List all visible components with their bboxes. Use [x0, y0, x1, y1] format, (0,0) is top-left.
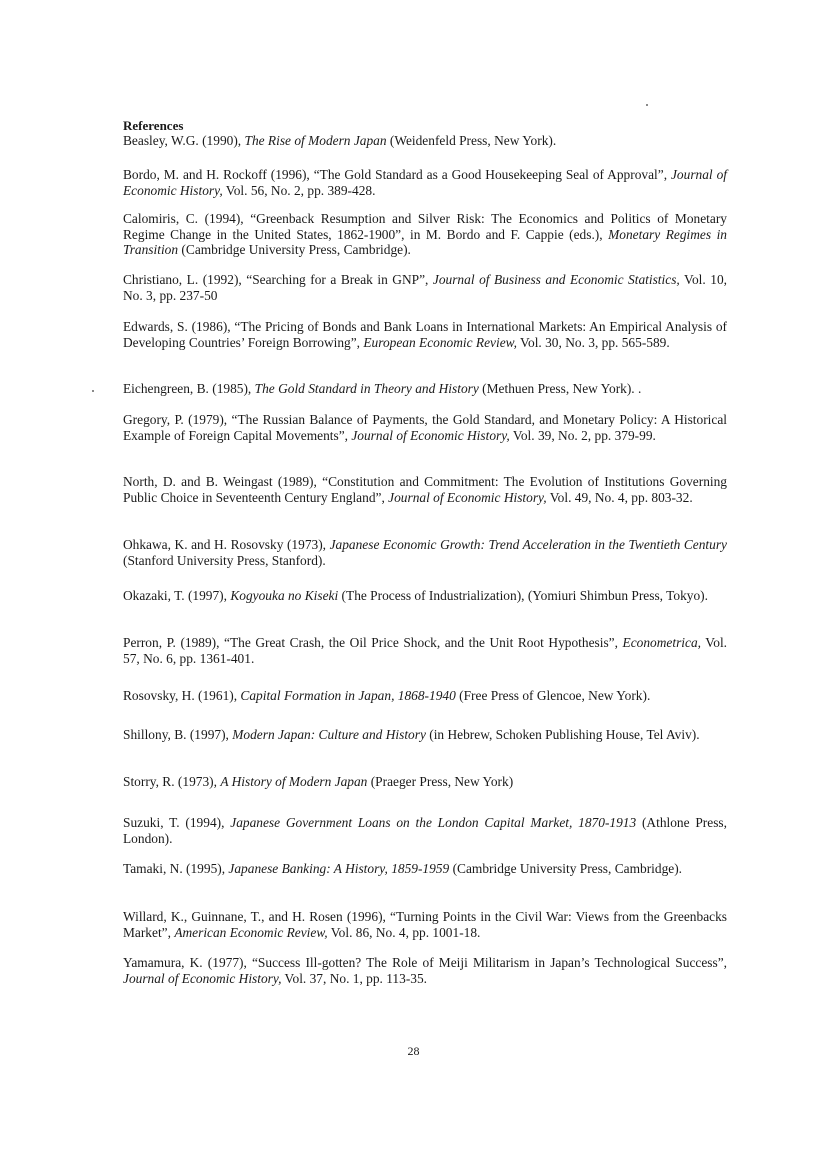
page-number: 28 — [407, 1044, 420, 1058]
reference-details: (in Hebrew, Schoken Publishing House, Tel Aviv). — [425, 727, 700, 742]
reference-text: Shillony, B. (1997), — [123, 727, 233, 742]
reference-text: Suzuki, T. (1994), — [123, 815, 231, 830]
reference-title: Monetary Regimes in Transition — [123, 226, 727, 257]
reference-text: Okazaki, T. (1997), — [123, 588, 231, 603]
reference-text: Rosovsky, H. (1961), — [123, 688, 241, 703]
reference-entry — [123, 211, 727, 258]
reference-entry — [123, 412, 727, 443]
reference-text: Yamamura, K. (1977), “Success Ill-gotten? The Role of Meiji Militarism in Japan’s Technological Success”, — [123, 955, 727, 970]
reference-details: Vol. 10, No. 3, pp. 237-50 — [123, 272, 728, 303]
reference-title: Japanese Government Loans on the London Capital Market, 1870-1913 — [230, 815, 637, 830]
reference-text: Ohkawa, K. and H. Rosovsky (1973), — [123, 537, 330, 552]
reference-details: (Free Press of Glencoe, New York). — [455, 688, 651, 703]
reference-text: North, D. and B. Weingast (1989), “Constitution and Commitment: The Evolution of Institutions Governing Public Choice in Seventeenth Century England”, — [123, 474, 727, 505]
reference-title: Journal of Business and Economic Statistics, — [432, 272, 680, 287]
reference-title: European Economic Review, — [363, 334, 517, 350]
reference-details: (Methuen Press, New York). . — [478, 381, 642, 396]
reference-details: (Weidenfeld Press, New York). — [386, 133, 557, 148]
reference-text: Christiano, L. (1992), “Searching for a Break in GNP”, — [123, 272, 433, 287]
reference-entry — [123, 319, 727, 350]
reference-entry — [123, 167, 727, 198]
reference-entry — [123, 635, 727, 666]
reference-details: (Cambridge University Press, Cambridge). — [178, 242, 411, 257]
reference-details: Vol. 30, No. 3, pp. 565-589. — [516, 334, 670, 350]
reference-title: Kogyouka no Kiseki — [230, 588, 339, 603]
reference-text: Tamaki, N. (1995), — [123, 861, 229, 876]
reference-details: (Athlone Press, London). — [123, 815, 727, 846]
reference-entry — [123, 861, 727, 877]
reference-text: Bordo, M. and H. Rockoff (1996), “The Gold Standard as a Good Housekeeping Seal of Approval”, — [123, 167, 671, 182]
reference-title: American Economic Review, — [174, 924, 328, 940]
reference-text: Eichengreen, B. (1985), — [123, 381, 255, 396]
reference-details: (Stanford University Press, Stanford). — [123, 552, 326, 568]
reference-title: Capital Formation in Japan, 1868-1940 — [240, 688, 456, 703]
reference-entry — [123, 955, 727, 986]
reference-text: Perron, P. (1989), “The Great Crash, the Oil Price Shock, and the Unit Root Hypothesis”, — [123, 635, 623, 650]
reference-entry — [123, 133, 727, 149]
reference-text: Willard, K., Guinnane, T., and H. Rosen (1996), “Turning Points in the Civil War: Views from the Greenbacks Market”, — [123, 909, 727, 940]
reference-text: Gregory, P. (1979), “The Russian Balance of Payments, the Gold Standard, and Monetary Policy: A Historical Example of Foreign Capital Movements”, — [123, 412, 727, 443]
reference-entry — [123, 815, 727, 846]
reference-details: Vol. 57, No. 6, pp. 1361-401. — [123, 635, 728, 666]
reference-title: Econometrica, — [622, 635, 701, 650]
reference-details: Vol. 56, No. 2, pp. 389-428. — [222, 182, 376, 198]
reference-entry — [123, 474, 727, 505]
reference-list — [123, 133, 727, 993]
reference-text: Storry, R. (1973), — [123, 774, 221, 789]
reference-details: Vol. 86, No. 4, pp. 1001-18. — [327, 924, 481, 940]
reference-title: Journal of Economic History, — [123, 167, 727, 198]
reference-title: Journal of Economic History, — [351, 427, 510, 443]
reference-entry — [123, 588, 727, 604]
stray-mark — [646, 104, 648, 106]
reference-details: (Praeger Press, New York) — [367, 774, 514, 789]
reference-entry — [123, 272, 727, 303]
reference-entry — [123, 774, 727, 790]
reference-text: Beasley, W.G. (1990), — [123, 133, 245, 148]
reference-text: Edwards, S. (1986), “The Pricing of Bonds and Bank Loans in International Markets: An Empirical Analysis of Developing Countries’ Foreign Borrowing”, — [123, 319, 727, 350]
reference-details: (The Process of Industrialization), (Yomiuri Shimbun Press, Tokyo). — [338, 588, 708, 603]
reference-entry — [123, 688, 727, 704]
reference-details: Vol. 49, No. 4, pp. 803-32. — [546, 489, 693, 505]
reference-details: Vol. 39, No. 2, pp. 379-99. — [509, 427, 656, 443]
reference-title: Journal of Economic History, — [388, 489, 547, 505]
reference-title: Journal of Economic History, — [123, 970, 282, 986]
reference-text: Calomiris, C. (1994), “Greenback Resumption and Silver Risk: The Economics and Politics of Monetary Regime Change in the United States, 1862-1900”, in M. Bordo and F. Cappie (eds.), — [123, 211, 727, 242]
reference-details: (Cambridge University Press, Cambridge). — [449, 861, 683, 876]
reference-title: Japanese Economic Growth: Trend Acceleration in the Twentieth Century — [329, 537, 727, 552]
reference-title: Modern Japan: Culture and History — [232, 727, 426, 742]
reference-details: Vol. 37, No. 1, pp. 113-35. — [281, 970, 428, 986]
reference-entry — [123, 909, 727, 940]
references-heading: References — [123, 118, 184, 133]
reference-entry — [123, 381, 727, 397]
reference-entry — [123, 537, 727, 568]
reference-title: Japanese Banking: A History, 1859-1959 — [228, 861, 450, 876]
reference-title: The Rise of Modern Japan — [244, 133, 387, 148]
stray-mark — [92, 390, 94, 392]
reference-title: The Gold Standard in Theory and History — [254, 381, 479, 396]
reference-entry — [123, 727, 727, 743]
reference-title: A History of Modern Japan — [220, 774, 368, 789]
